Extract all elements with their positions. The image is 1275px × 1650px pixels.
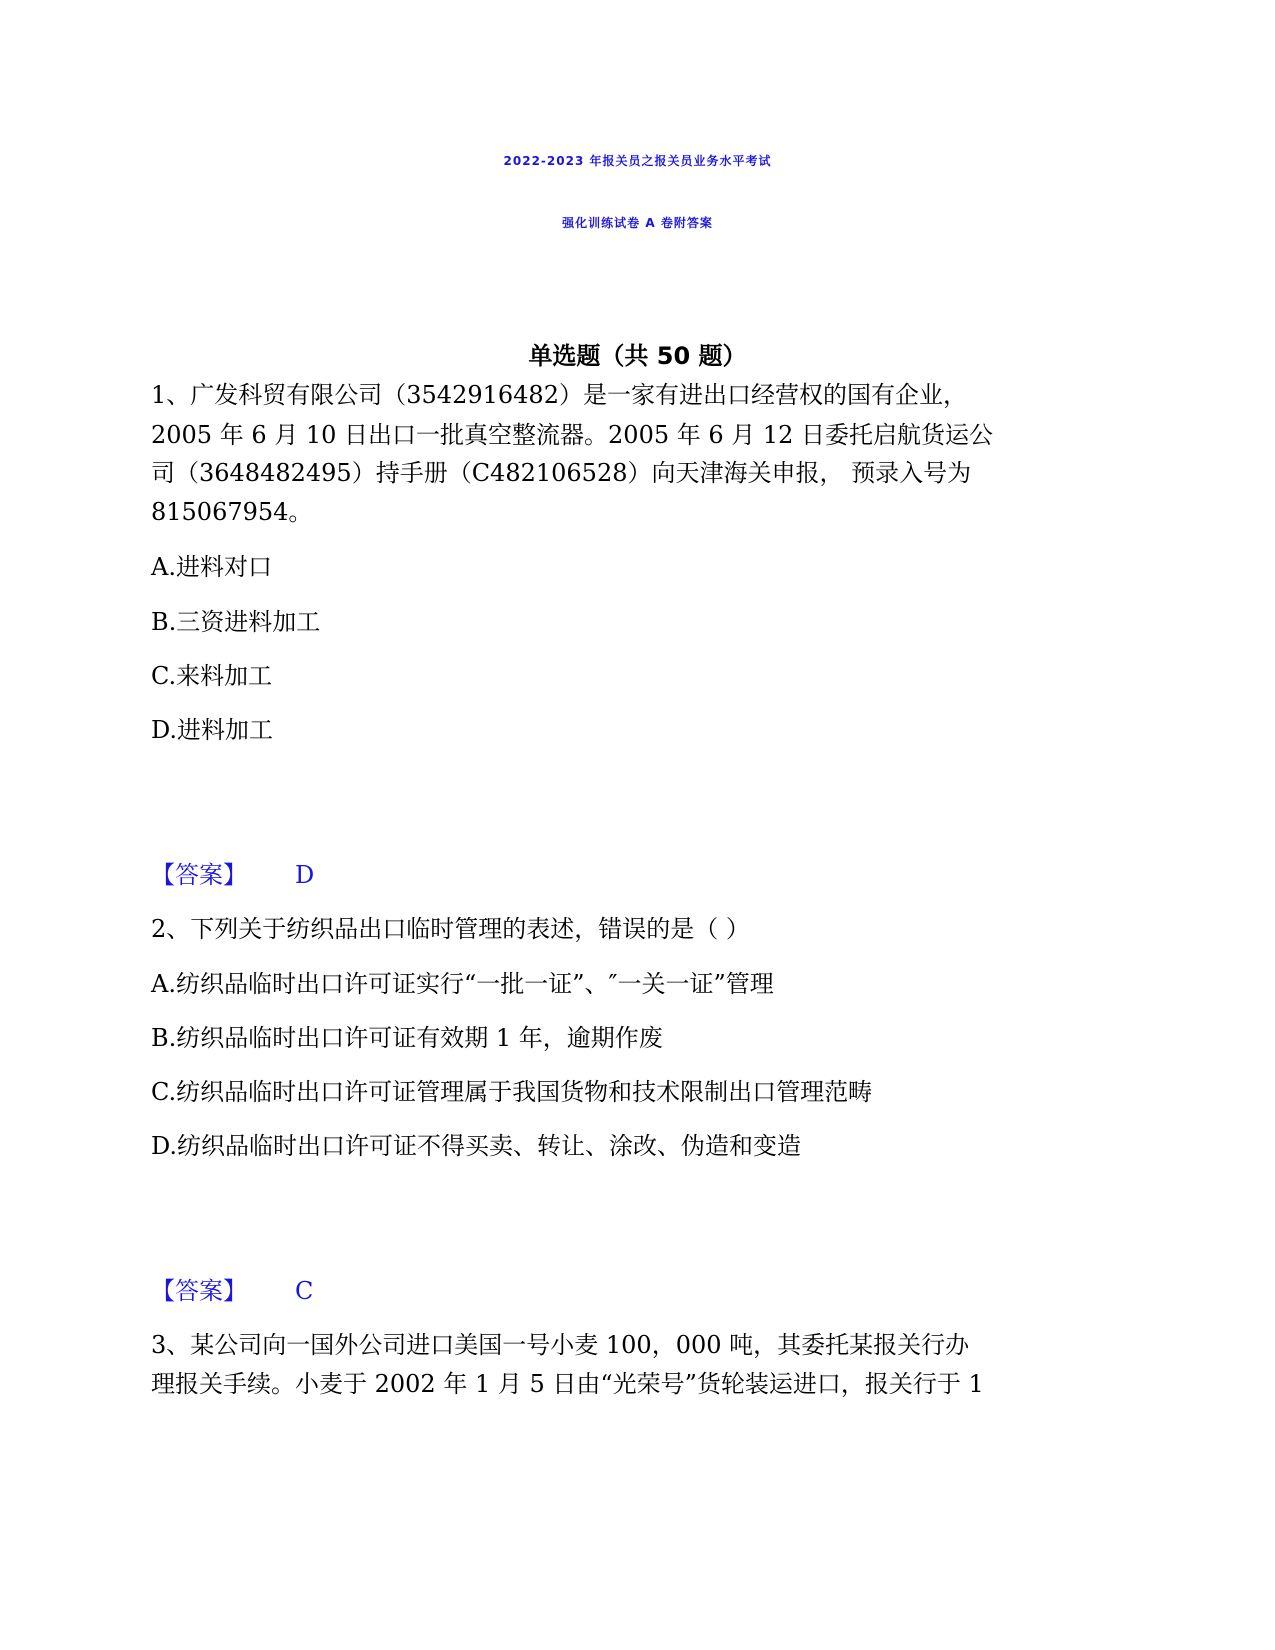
document-title-line-1: 2022-2023 年报关员之报关员业务水平考试 xyxy=(503,154,772,168)
question-2-option-b: B.纺织品临时出口许可证有效期 1 年，逾期作废 xyxy=(151,1024,663,1052)
section-heading: 单选题（共 50 题） xyxy=(528,342,747,370)
question-1-stem-line: 2005 年 6 月 10 日出口一批真空整流器。2005 年 6 月 12 日委托启航货运公 xyxy=(151,421,994,449)
answer-label: 【答案】 xyxy=(151,861,247,889)
question-3-stem-line: 3、某公司向一国外公司进口美国一号小麦 100，000 吨，其委托某报关行办 xyxy=(151,1331,970,1359)
question-1-option-d: D.进料加工 xyxy=(151,716,274,744)
question-3-stem-line: 理报关手续。小麦于 2002 年 1 月 5 日由“光荣号”货轮装运进口，报关行于 1 xyxy=(151,1370,984,1398)
question-1-stem-line: 1、广发科贸有限公司（3542916482）是一家有进出口经营权的国有企业， xyxy=(151,381,967,409)
answer-label: 【答案】 xyxy=(151,1277,247,1305)
document-title-line-2: 强化训练试卷 A 卷附答案 xyxy=(562,216,713,230)
question-1-stem-line: 司（3648482495）持手册（C482106528）向天津海关申报， 预录入号为 xyxy=(151,459,972,487)
answer-value: D xyxy=(295,861,315,889)
answer-value: C xyxy=(295,1277,314,1305)
question-2-answer xyxy=(151,1276,313,1306)
question-1-stem-line: 815067954。 xyxy=(151,498,313,526)
question-1-option-b: B.三资进料加工 xyxy=(151,608,321,636)
question-2-stem-line: 2、下列关于纺织品出口临时管理的表述，错误的是（ ） xyxy=(151,915,750,943)
question-1-option-c: C.来料加工 xyxy=(151,662,273,690)
question-1-option-a: A.进料对口 xyxy=(151,553,272,581)
question-2-option-d: D.纺织品临时出口许可证不得买卖、转让、涂改、伪造和变造 xyxy=(151,1132,802,1160)
question-2-option-a: A.纺织品临时出口许可证实行“一批一证”、″一关一证”管理 xyxy=(151,970,774,998)
question-2-option-c: C.纺织品临时出口许可证管理属于我国货物和技术限制出口管理范畴 xyxy=(151,1078,873,1106)
question-1-answer xyxy=(151,860,314,890)
